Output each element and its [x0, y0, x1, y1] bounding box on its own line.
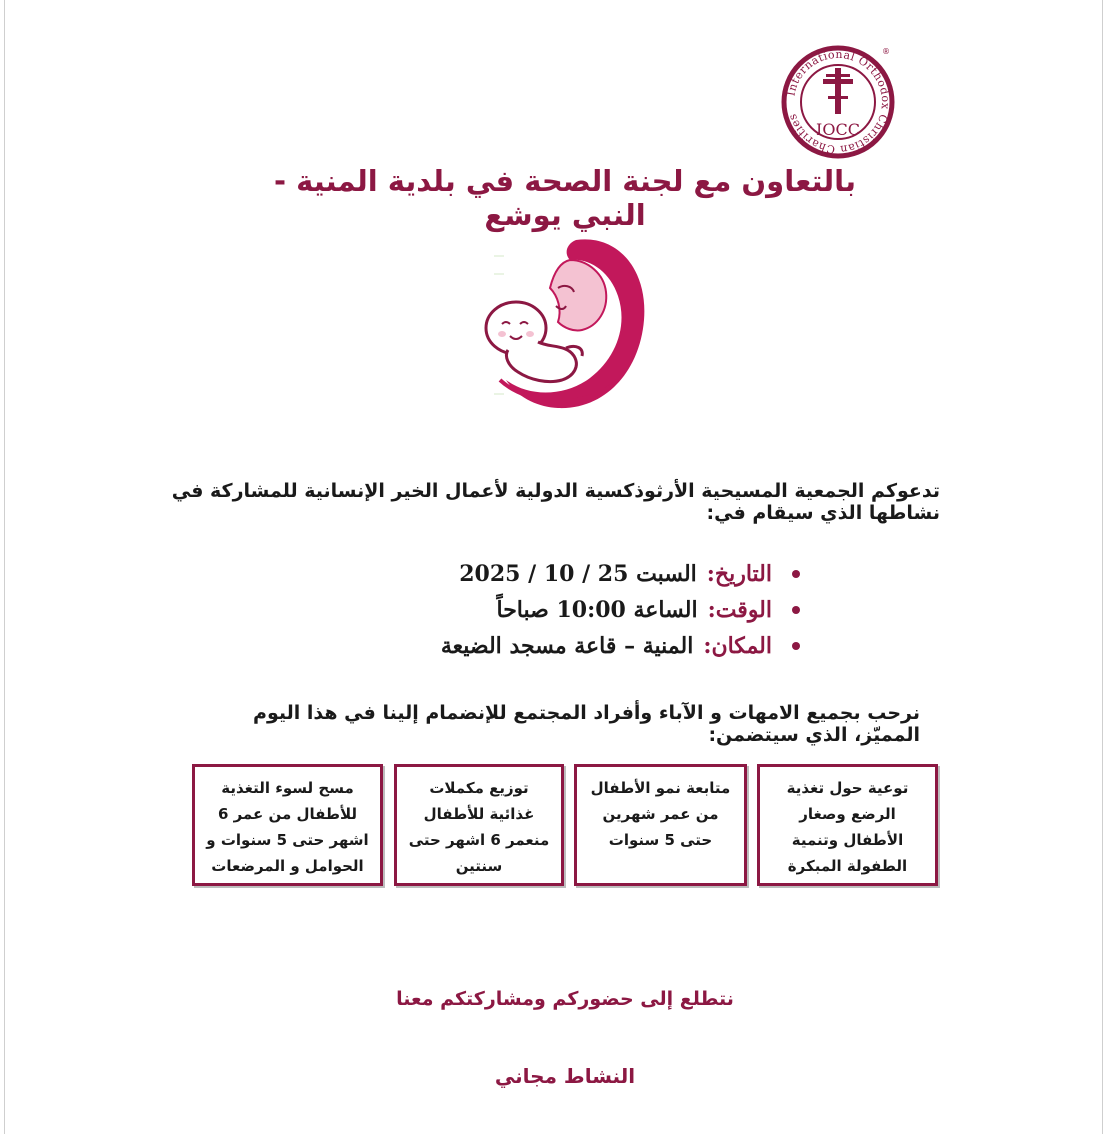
event-location [440, 628, 810, 664]
location-value: المنية – قاعة مسجد الضيعة [440, 633, 694, 659]
iocc-logo [778, 44, 898, 160]
activity-box-growth-monitoring: متابعة نمو الأطفال من عمر شهرين حتى 5 سنوات [574, 764, 747, 886]
location-label: المكان: [703, 633, 772, 659]
activity-box-supplements: توزيع مكملات غذائية للأطفال منعمر 6 اشهر حتى سنتين [394, 764, 564, 886]
cross-icon [823, 68, 853, 114]
date-value: السبت 25 / 10 / 2025 [459, 561, 697, 587]
activity-box-malnutrition-screening: مسح لسوء التغذية للأطفال من عمر 6 اشهر حتى 5 سنوات و الحوامل و المرضعات [192, 764, 383, 886]
activity-box-awareness: توعية حول تغذية الرضع وصغار الأطفال وتنمية الطفولة المبكرة [757, 764, 938, 886]
free-activity-note: النشاط مجاني [494, 1064, 636, 1088]
registered-mark: ® [882, 47, 890, 56]
event-details [440, 556, 810, 664]
logo-ring-text: International Orthodox Christian Charities [784, 47, 893, 157]
event-time [440, 592, 810, 628]
bullet-icon [792, 570, 800, 578]
mother-and-baby-icon [478, 230, 658, 416]
invitation-text: تدعوكم الجمعية المسيحية الأرثوذكسية الدولية لأعمال الخير الإنسانية للمشاركة في نشاطها الذي سيقام في: [171, 480, 940, 524]
time-label: الوقت: [707, 597, 772, 623]
welcome-text: نرحب بجميع الامهات و الآباء وأفراد المجتمع للإنضمام إلينا في هذا اليوم المميّز، الذي سيتضمن: [253, 702, 920, 746]
logo-abbr: IOCC [816, 120, 860, 139]
bullet-icon [792, 606, 800, 614]
bullet-icon [792, 642, 800, 650]
closing-text: نتطلع إلى حضوركم ومشاركتكم معنا [396, 988, 734, 1010]
event-date [440, 556, 810, 592]
time-value: الساعة 10:00 صباحاً [496, 597, 698, 623]
date-label: التاريخ: [706, 561, 772, 587]
page-heading: بالتعاون مع لجنة الصحة في بلدية المنية - النبي يوشع [274, 164, 856, 232]
